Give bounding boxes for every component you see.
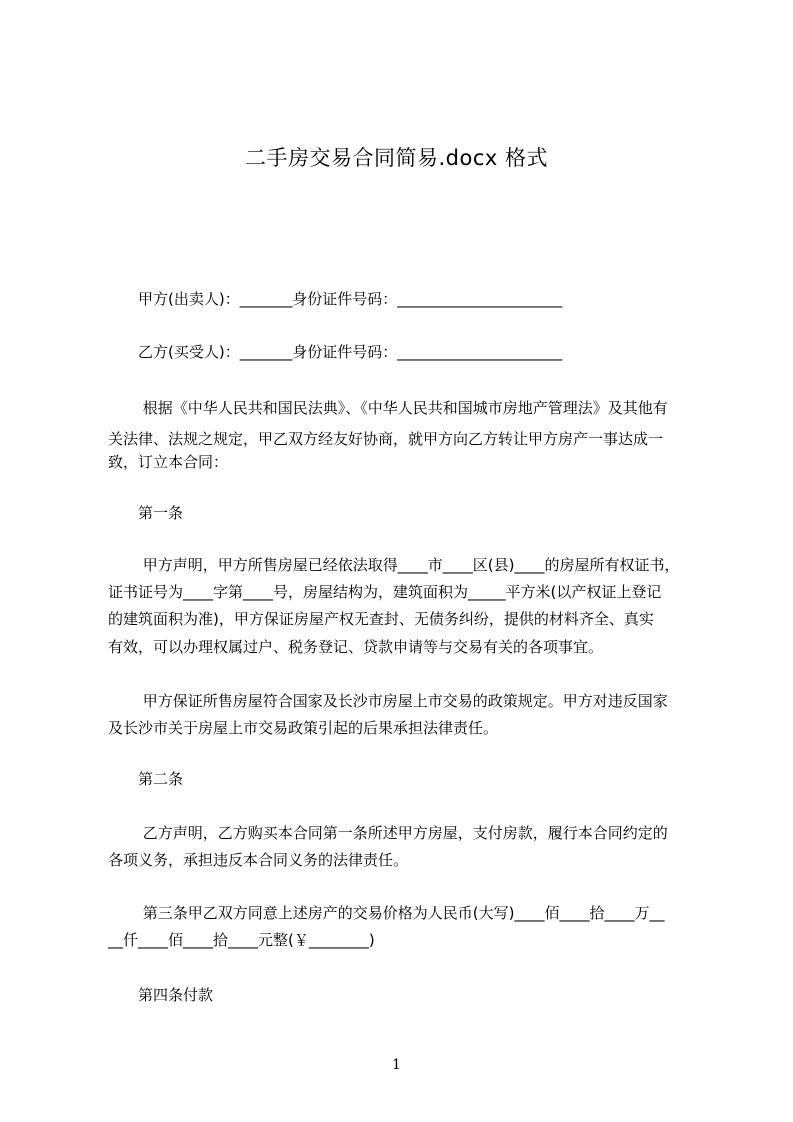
buyer-line: 乙方(买受人)：_______身份证件号码：______________________ xyxy=(108,343,563,361)
preamble-line-1: 根据《中华人民共和国民法典》、《中华人民共和国城市房地产管理法》及其他有 xyxy=(108,399,668,417)
article-3-line-1: 第三条甲乙双方同意上述房产的交易价格为人民币(大写)____佰____拾____万__ xyxy=(108,904,665,922)
article-2-para-line-2: 各项义务，承担违反本合同义务的法律责任。 xyxy=(108,851,409,869)
article-4-heading: 第四条付款 xyxy=(108,986,214,1004)
article-1-para-1-line-4: 有效，可以办理权属过户、税务登记、贷款申请等与交易有关的各项事宜。 xyxy=(108,638,604,656)
article-1-para-1-line-3: 的建筑面积为准)，甲方保证房屋产权无查封、无债务纠纷，提供的材料齐全、真实 xyxy=(108,610,654,628)
document-title: 二手房交易合同简易.docx 格式 xyxy=(244,146,548,170)
article-2-para-line-1: 乙方声明，乙方购买本合同第一条所述甲方房屋，支付房款，履行本合同约定的 xyxy=(108,824,668,842)
article-1-para-2-line-2: 及长沙市关于房屋上市交易政策引起的后果承担法律责任。 xyxy=(108,719,499,737)
seller-line: 甲方(出卖人)：_______身份证件号码：______________________ xyxy=(108,290,563,308)
article-1-heading: 第一条 xyxy=(108,504,184,522)
article-1-para-1-line-2: 证书证号为____字第____号，房屋结构为，建筑面积为_____平方米(以产权证上登记 xyxy=(108,583,662,601)
article-2-heading: 第二条 xyxy=(108,770,184,788)
article-1-para-1-line-1: 甲方声明，甲方所售房屋已经依法取得____市____区(县)____的房屋所有权证书， xyxy=(108,556,680,574)
preamble-line-2: 关法律、法规之规定，甲乙双方经友好协商，就甲方向乙方转让甲方房产一事达成一 xyxy=(108,430,664,448)
article-3-line-2: __仟____佰____拾____元整(￥________) xyxy=(108,931,375,949)
preamble-line-3: 致，订立本合同： xyxy=(108,453,229,471)
article-1-para-2-line-1: 甲方保证所售房屋符合国家及长沙市房屋上市交易的政策规定。甲方对违反国家 xyxy=(108,692,668,710)
page-number: 1 xyxy=(392,1057,401,1073)
